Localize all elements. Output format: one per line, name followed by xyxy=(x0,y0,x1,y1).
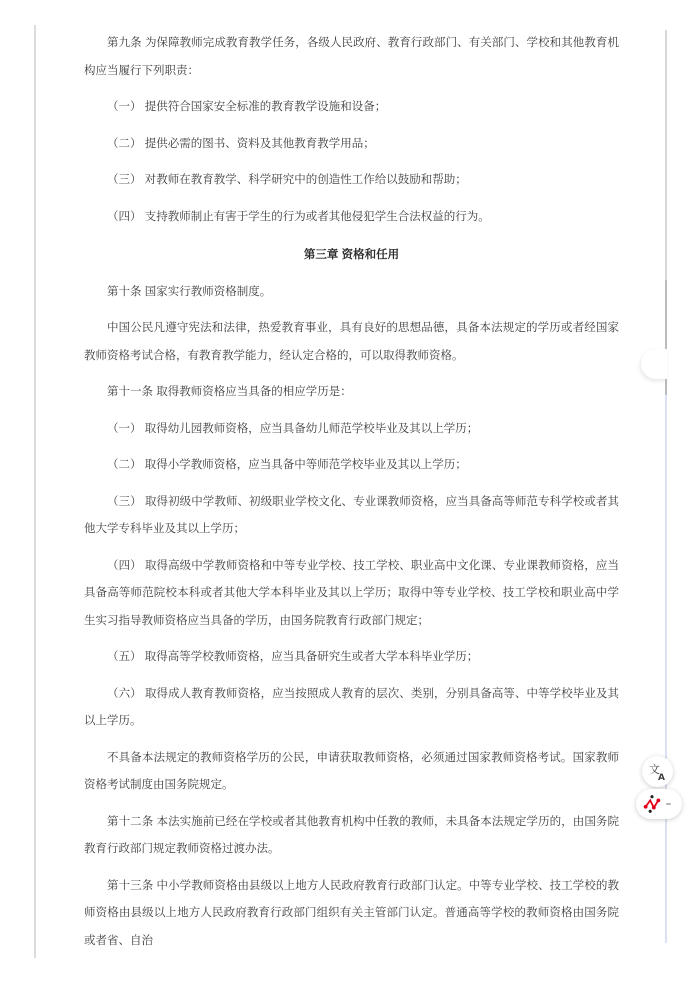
translate-button[interactable] xyxy=(642,756,673,787)
law-paragraph: 中国公民凡遵守宪法和法律，热爱教育事业，具有良好的思想品德，具备本法规定的学历或者经国家教师资格考试合格，有教育教学能力，经认定合格的，可以取得教师资格。 xyxy=(84,322,619,362)
law-item: （四） 支持教师制止有害于学生的行为或者其他侵犯学生合法权益的行为。 xyxy=(107,210,490,223)
page-border-left xyxy=(34,25,36,958)
chapter-heading: 第三章 资格和任用 xyxy=(303,249,400,261)
law-item: （三） 对教师在教育教学、科学研究中的创造性工作给以鼓励和帮助； xyxy=(107,174,467,186)
law-item: （二） 提供必需的图书、资料及其他教育教学用品； xyxy=(107,137,375,150)
drag-grip-icon xyxy=(666,803,671,805)
law-item: （五） 取得高等学校教师资格，应当具备研究生或者大学本科毕业学历； xyxy=(107,651,479,663)
law-paragraph: 不具备本法规定的教师资格学历的公民，申请获取教师资格，必须通过国家教师资格考试。国家教师资格考试制度由国务院规定。 xyxy=(84,751,619,791)
document-content xyxy=(84,30,619,964)
law-paragraph: 第十条 国家实行教师资格制度。 xyxy=(107,285,272,298)
scrollbar-track-top[interactable] xyxy=(665,30,667,280)
translate-icon xyxy=(648,762,668,782)
law-paragraph: 第十三条 中小学教师资格由县级以上地方人民政府教育行政部门认定。中等专业学校、技工学校的教师资格由县级以上地方人民政府教育行政部门组织有关主管部门认定。普通高等学校的教师资格由国务院或者省、自治 xyxy=(84,879,619,947)
svg-text:A: A xyxy=(657,772,665,782)
law-item: （一） 取得幼儿园教师资格，应当具备幼儿师范学校毕业及其以上学历； xyxy=(107,422,479,435)
page-border-right xyxy=(665,395,667,943)
law-item: （二） 取得小学教师资格，应当具备中等师范学校毕业及其以上学历； xyxy=(107,459,467,471)
extension-button[interactable] xyxy=(636,789,682,819)
law-item: （一） 提供符合国家安全标准的教育教学设施和设备； xyxy=(107,101,387,113)
law-item: （三） 取得初级中学教师、初级职业学校文化、专业课教师资格，应当具备高等师范专科学校或者其他大学专科毕业及其以上学历； xyxy=(84,495,619,535)
side-panel-handle[interactable] xyxy=(641,349,667,379)
law-paragraph: 第十一条 取得教师资格应当具备的相应学历是： xyxy=(107,386,352,398)
law-item: （六） 取得成人教育教师资格，应当按照成人教育的层次、类别，分别具备高等、中等学校毕业及其以上学历。 xyxy=(84,687,619,727)
svg-text:文: 文 xyxy=(648,762,660,776)
law-paragraph: 第九条 为保障教师完成教育教学任务，各级人民政府、教育行政部门、有关部门、学校和其他教育机构应当履行下列职责： xyxy=(84,37,619,77)
network-logo-icon xyxy=(642,794,662,814)
law-item: （四） 取得高级中学教师资格和中等专业学校、技工学校、职业高中文化课、专业课教师资格，应当具备高等师范院校本科或者其他大学本科毕业及其以上学历；取得中等专业学校、技工学校和职业高中学生实习指导教师资格应当具备的学历，由国务院教育行政部门规定； xyxy=(84,559,619,627)
law-paragraph: 第十二条 本法实施前已经在学校或者其他教育机构中任教的教师，未具备本法规定学历的，由国务院教育行政部门规定教师资格过渡办法。 xyxy=(84,815,619,855)
